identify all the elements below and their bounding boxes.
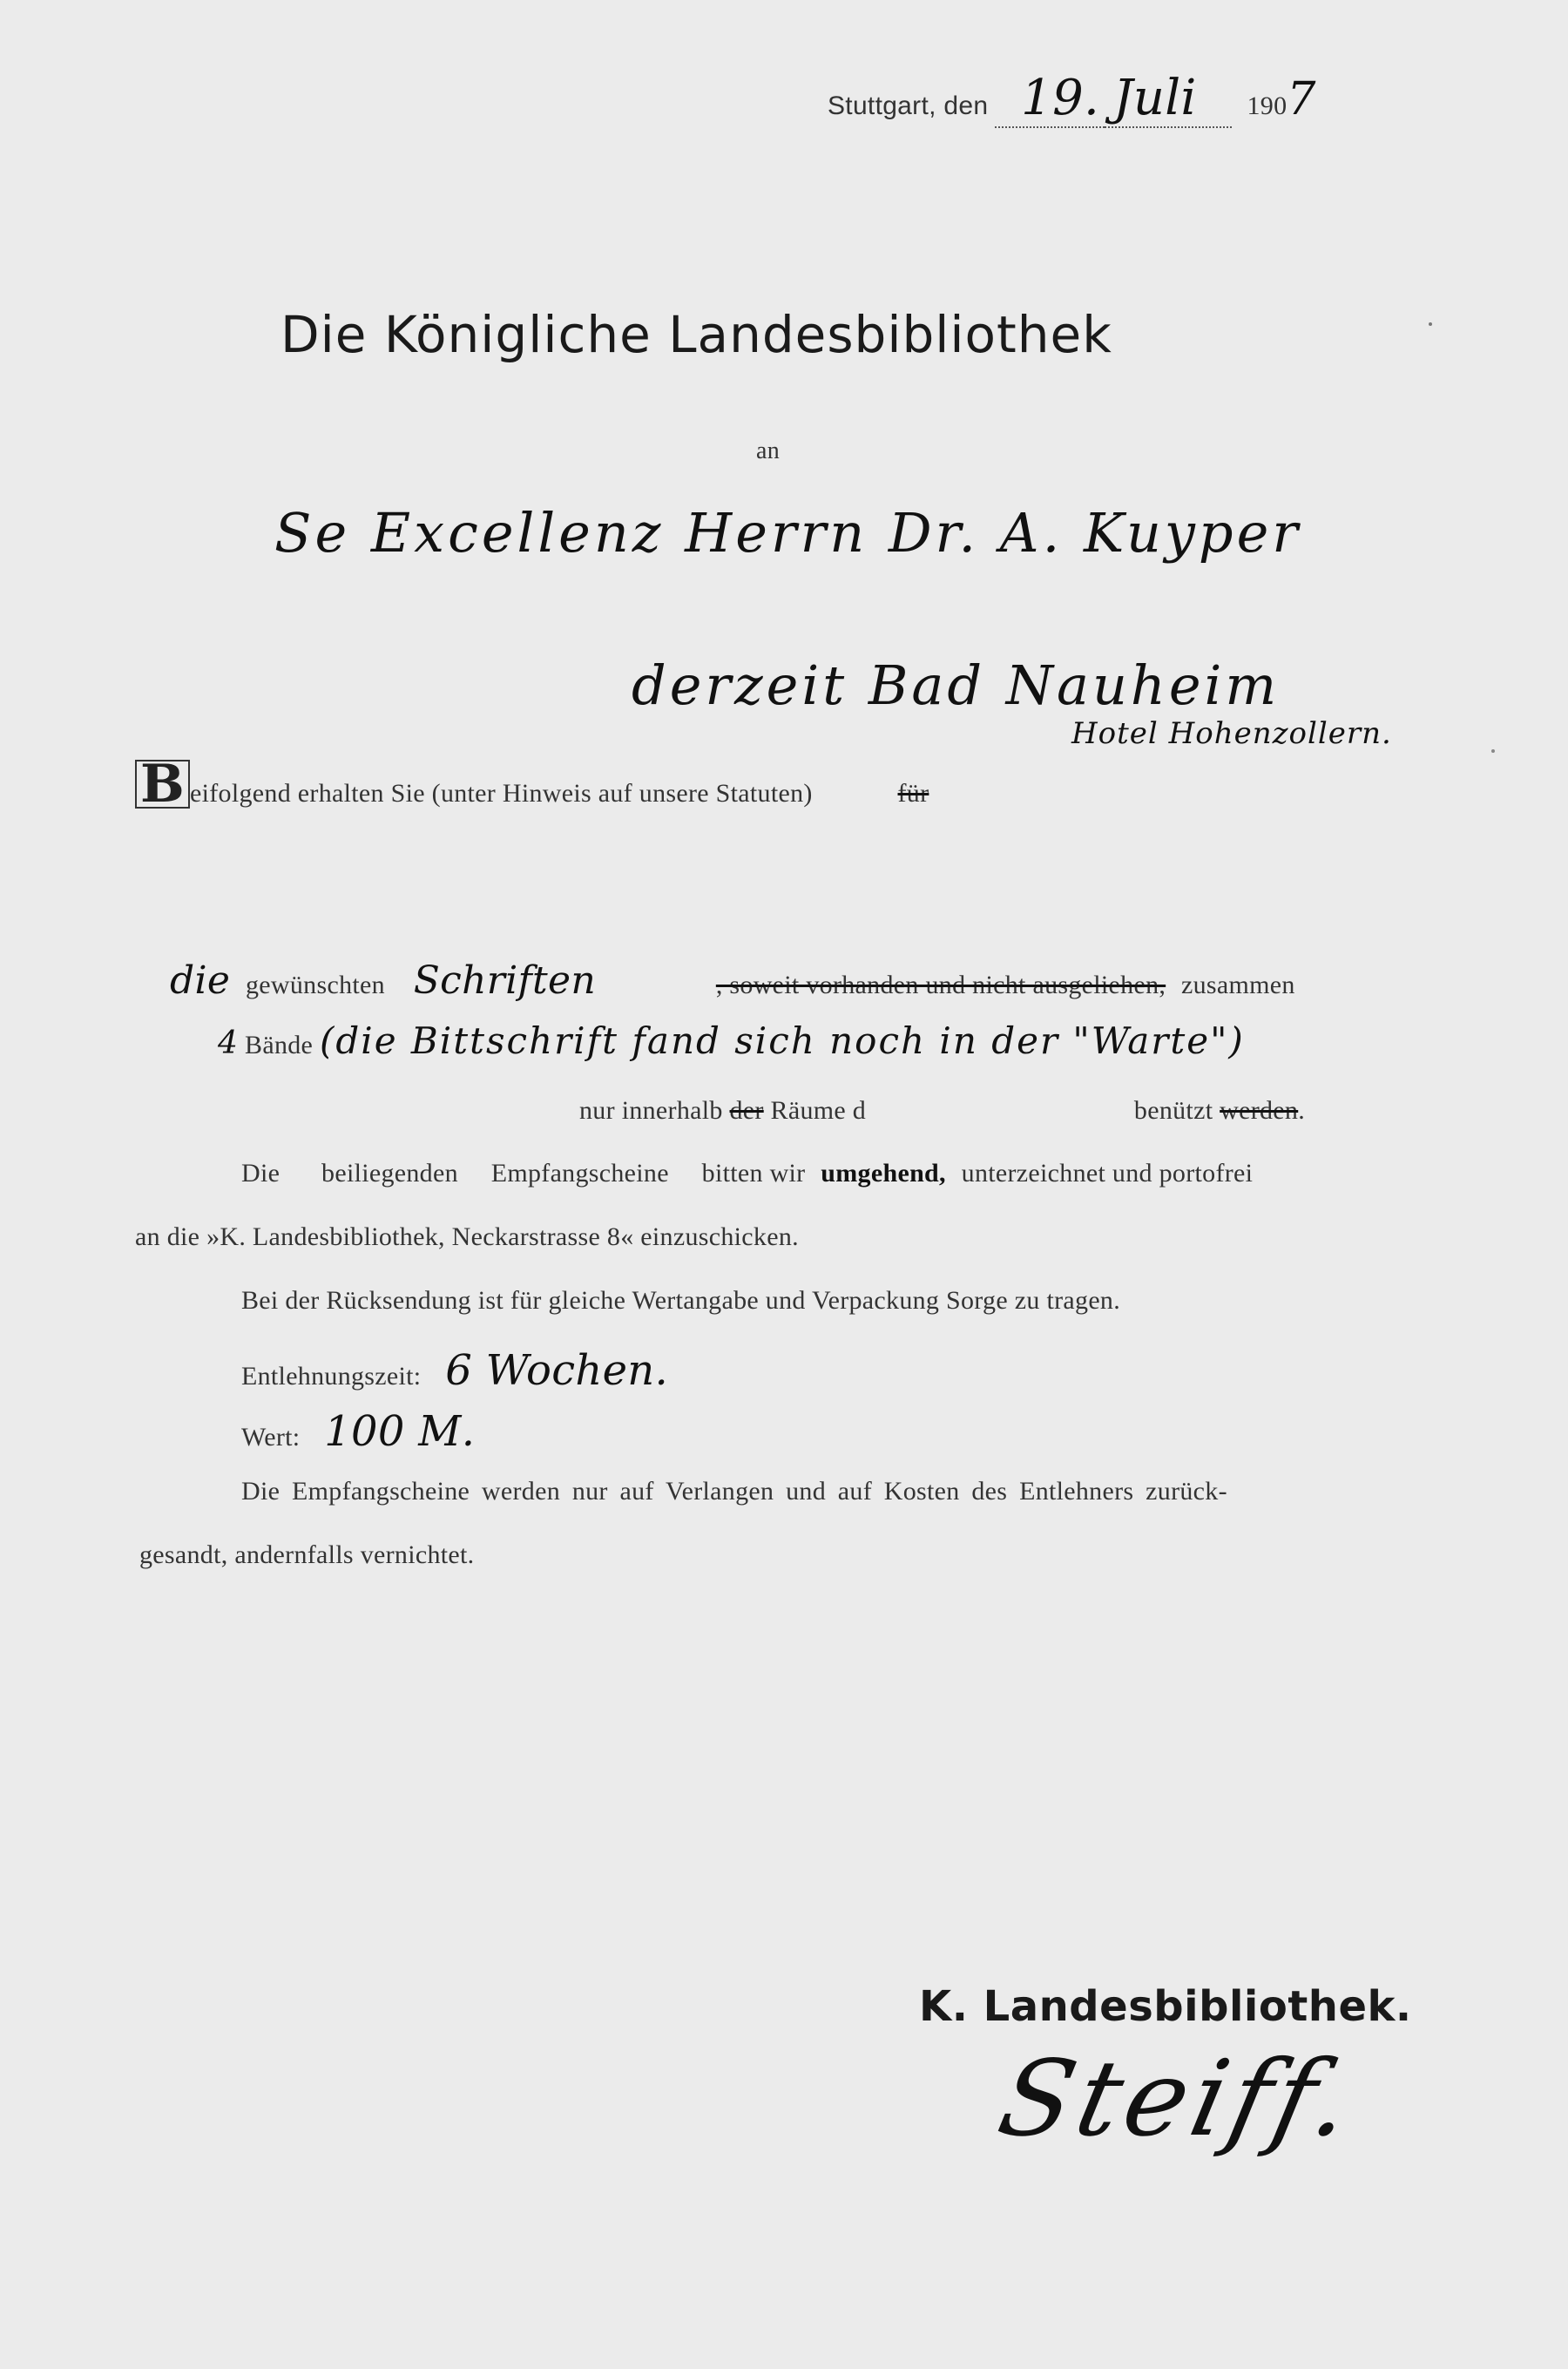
text-raeume: Räume d — [770, 1096, 867, 1125]
paragraph-receipts — [241, 1159, 1253, 1188]
paragraph-disposal-line2: gesandt, andernfalls vernichtet. — [139, 1540, 475, 1569]
insured-value — [241, 1407, 475, 1456]
paper-speck — [1429, 322, 1432, 326]
value-label: Wert: — [241, 1423, 301, 1452]
library-stamp: K. Landesbibliothek. — [919, 1982, 1412, 2031]
loan-period — [241, 1346, 668, 1395]
text-baende: Bände — [245, 1031, 314, 1059]
text-beiliegenden: beiliegenden — [321, 1159, 458, 1188]
text-struck-werden: werden — [1220, 1096, 1299, 1125]
recipient-location: derzeit Bad Nauheim — [632, 653, 1281, 717]
loan-value: 6 Wochen. — [445, 1346, 669, 1395]
date-year-suffix: 7 — [1287, 73, 1316, 125]
value-amount: 100 M. — [324, 1407, 476, 1456]
signature: Steiff. — [989, 2039, 1368, 2160]
line-usage — [579, 1096, 1305, 1126]
paragraph-receipts-line2: an die »K. Landesbibliothek, Neckarstrasse 8« einzuschicken. — [135, 1222, 799, 1251]
paragraph-intro — [135, 754, 929, 815]
hand-die: die — [170, 958, 231, 1003]
paragraph-disposal: Die Empfangscheine werden nur auf Verlangen und auf Kosten des Entlehners zurück- — [241, 1477, 1227, 1506]
page-title: Die Königliche Landesbibliothek — [280, 305, 1112, 364]
text-empfangscheine: Empfangscheine — [490, 1159, 669, 1188]
decorative-initial: B — [135, 760, 190, 809]
text-gewuenschten: gewünschten — [246, 971, 385, 999]
text-die: Die — [241, 1159, 280, 1188]
hand-petition-note: (die Bittschrift fand sich noch in der "Warte") — [319, 1019, 1245, 1062]
an-label: an — [756, 437, 781, 464]
place-label: Stuttgart, den — [828, 91, 989, 120]
text-bitten-wir: bitten wir — [701, 1159, 806, 1188]
hand-volume-count: 4 — [218, 1025, 239, 1061]
text-umgehend: umgehend, — [821, 1159, 946, 1188]
text-zusammen: zusammen — [1180, 971, 1295, 999]
date-year-prefix: 190 — [1247, 91, 1288, 120]
text-period: . — [1298, 1096, 1306, 1125]
text-struck-der: der — [729, 1096, 764, 1125]
recipient-name: Se Excellenz Herrn Dr. A. Kuyper — [274, 501, 1301, 565]
date-line — [828, 70, 1316, 128]
paper-speck — [1491, 749, 1495, 753]
line-volumes — [218, 1019, 1245, 1062]
text-portofrei: unterzeichnet und portofrei — [961, 1159, 1254, 1188]
paragraph-return: Bei der Rücksendung ist für gleiche Wertangabe und Verpackung Sorge zu tragen. — [241, 1286, 1121, 1315]
text-struck-availability: , soweit vorhanden und nicht ausgeliehen, — [715, 971, 1166, 999]
intro-fuer: für — [897, 779, 929, 808]
date-month: Juli — [1105, 70, 1232, 128]
hand-schriften: Schriften — [413, 958, 597, 1003]
text-nur-innerhalb: nur innerhalb — [579, 1096, 723, 1125]
recipient-hotel: Hotel Hohenzollern. — [1071, 716, 1392, 751]
text-benuetzt: benützt — [1133, 1096, 1213, 1125]
intro-text: eifolgend erhalten Sie (unter Hinweis auf unsere Statuten) — [190, 779, 813, 808]
line-requested-works — [170, 958, 1295, 1003]
date-day: 19. — [995, 70, 1105, 128]
loan-label: Entlehnungszeit: — [241, 1362, 422, 1391]
